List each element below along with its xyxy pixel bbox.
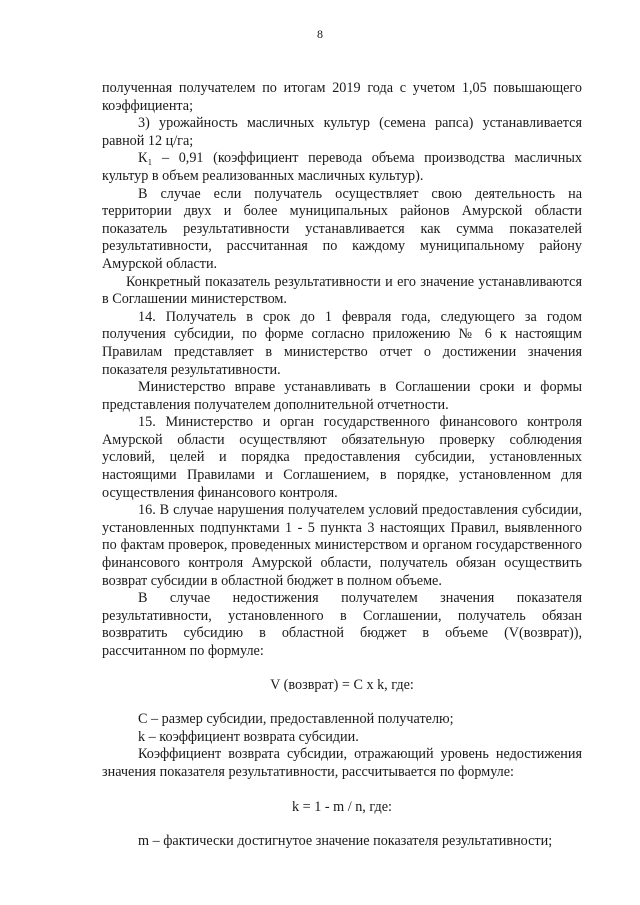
paragraph-9: 16. В случае нарушения получателем условий предоставления субсидии, установленных подпунктами 1 - 5 пункта 3 настоящих Правил, выявленного по фактам проверок, проведенных министерством и органом государственного финансового контроля Амурской области, получатель обязан осуществить возврат субсидии в областной бюджет в полном объеме. (102, 502, 582, 589)
paragraph-2: 3) урожайность масличных культур (семена рапса) устанавливается равной 12 ц/га; (102, 115, 582, 149)
paragraph-coefficient: Коэффициент возврата субсидии, отражающий уровень недостижения значения показателя результативности, рассчитывается по формуле: (102, 746, 582, 780)
formula-coefficient: k = 1 - m / n, где: (292, 798, 392, 815)
paragraph-definition-m: m – фактически достигнутое значение показателя результативности; (138, 833, 553, 850)
document-body (102, 80, 582, 851)
paragraph-definition-c: C – размер субсидии, предоставленной получателю; (138, 711, 454, 728)
paragraph-10: В случае недостижения получателем значения показателя результативности, установленного в Соглашении, получатель обязан возвратить субсидию в областной бюджет в объеме (V(возврат)), рассчитанном по формуле: (102, 590, 582, 659)
paragraph-definition-k: k – коэффициент возврата субсидии. (138, 728, 359, 745)
paragraph-8: 15. Министерство и орган государственного финансового контроля Амурской области осуществляют обязательную проверку соблюдения условий, целей и порядка предоставления субсидии, установленных настоящими Правилами и Соглашением, в порядке, установленном для осуществления финансового контроля. (102, 414, 582, 501)
formula-return-volume: V (возврат) = C x k, где: (270, 676, 414, 693)
paragraph-3: К₁ – 0,91 (коэффициент перевода объема производства масличных культур в объем реализованных масличных культур). (102, 150, 582, 184)
page-number: 8 (317, 27, 323, 41)
paragraph-7: Министерство вправе устанавливать в Соглашении сроки и формы представления получателем дополнительной отчетности. (102, 379, 582, 413)
paragraph-4: В случае если получатель осуществляет свою деятельность на территории двух и более муниципальных районов Амурской области показатель результативности устанавливается как сумма показателей результативности, рассчитанная по каждому муниципальному району Амурской области. (102, 185, 582, 272)
paragraph-6: 14. Получатель в срок до 1 февраля года, следующего за годом получения субсидии, по форме согласно приложению № 6 к настоящим Правилам представляет в министерство отчет о достижении значения показателя результативности. (102, 308, 582, 378)
paragraph-1: полученная получателем по итогам 2019 года с учетом 1,05 повышающего коэффициента; (102, 80, 582, 114)
paragraph-5: Конкретный показатель результативности и его значение устанавливаются в Соглашении министерством. (102, 273, 582, 308)
